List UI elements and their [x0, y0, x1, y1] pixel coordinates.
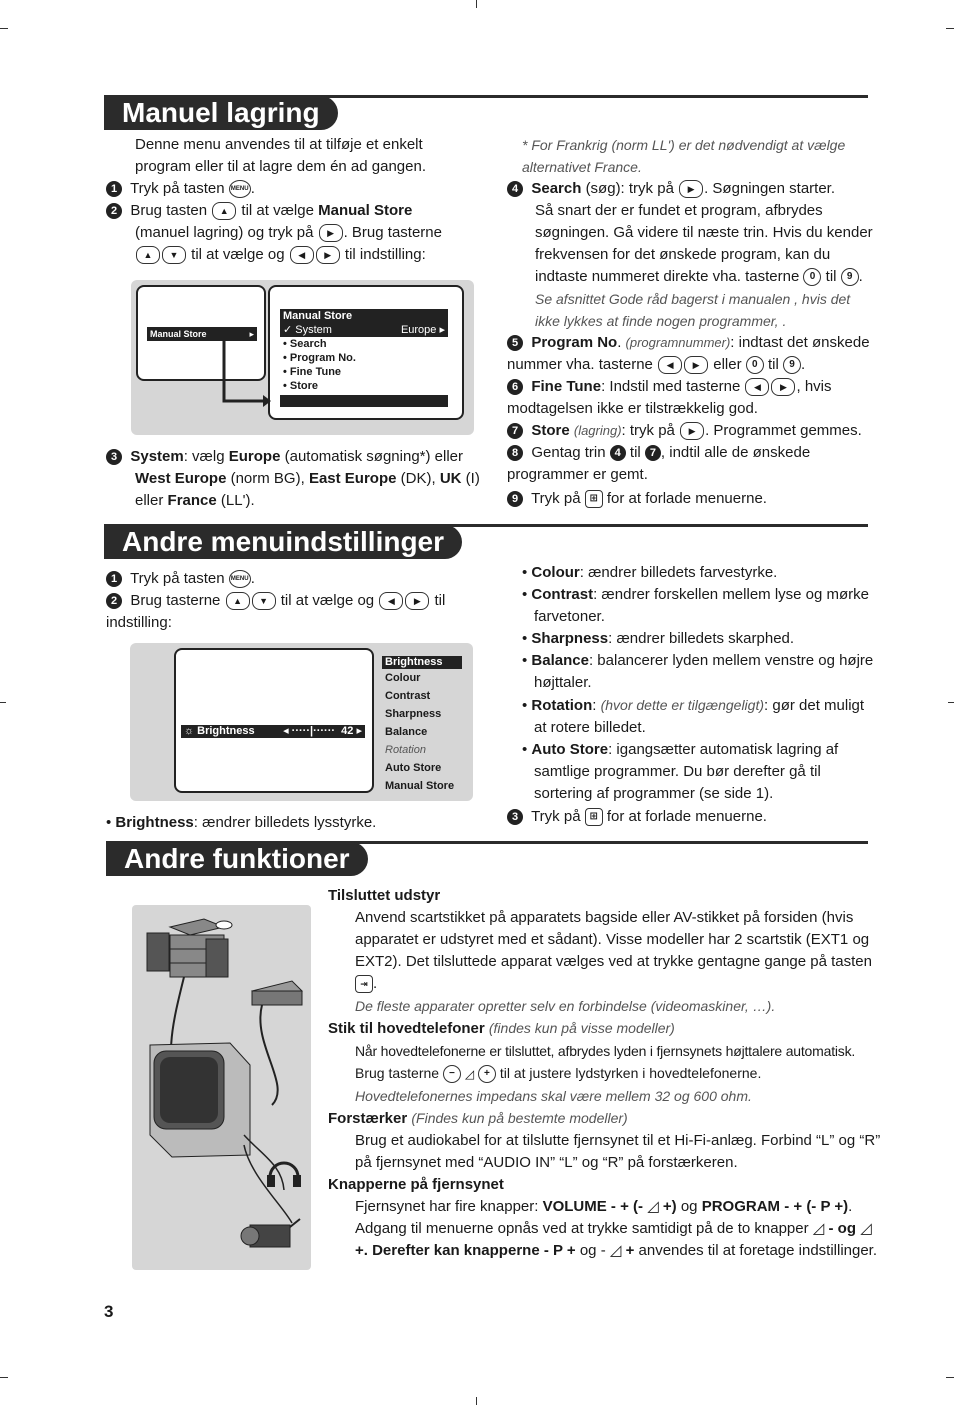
right-key-icon: ▶ — [771, 378, 795, 396]
step-ref-icon: 7 — [645, 445, 661, 461]
heading-knapperne: Knapperne på fjernsynet — [328, 1176, 504, 1193]
step-ref-icon: 4 — [610, 445, 626, 461]
menu-item: Contrast — [385, 690, 431, 702]
s1-step4: 4 Search (søg): tryk på ▶ . Søgningen starter. — [507, 178, 877, 200]
minus-key-icon: − — [443, 1065, 461, 1083]
heading-hovedtelefoner: Stik til hovedtelefoner — [328, 1020, 485, 1037]
menu-key-icon: MENU — [229, 570, 251, 588]
heading-forstaerker: Forstærker — [328, 1110, 408, 1127]
plus-key-icon: + — [478, 1065, 496, 1083]
menu-item-brightness: Brightness — [382, 656, 462, 669]
menu-item: Manual Store — [385, 780, 455, 792]
digit-key-icon: 0 — [746, 356, 764, 374]
list-item: • Sharpness: ændrer billedets skarphed. — [522, 630, 795, 647]
connector-arrow-icon — [131, 280, 474, 435]
list-item: • Contrast: ændrer forskellen mellem lyse og mørke farvetoner. — [522, 586, 870, 625]
list-item: • Colour: ændrer billedets farvestyrke. — [522, 564, 778, 581]
menu-item: Rotation — [385, 744, 426, 756]
s2-step2: 2 Brug tasterne ▲ ▼ til at vælge og ◀ ▶ til indstilling: — [106, 592, 446, 631]
menu-item: Auto Store — [385, 762, 442, 774]
s1-step3-cont: West Europe (norm BG), East Europe (DK), UK (I) eller France (LL'). — [135, 470, 480, 509]
s2-step3: 3 Tryk på ⊞ for at forlade menuerne. — [507, 806, 877, 828]
right-key-icon: ▶ — [679, 180, 703, 198]
s2-bullet-list — [522, 562, 877, 805]
s2-step1: 1 Tryk på tasten MENU . — [106, 568, 476, 590]
menu-title: Manual Store — [280, 309, 448, 323]
list-item: • Rotation: (hvor dette er tilgængeligt): gør det muligt at rotere billedet. — [522, 697, 865, 736]
menu-item: Colour — [385, 672, 421, 684]
right-key-icon: ▶ — [316, 246, 340, 264]
s3-text-block: Tilsluttet udstyr Anvend scartstikket på apparatets bagside eller AV-stikket på forsiden (hvis apparatet er udstyret med et sådant). Visse modeller har 2 scartstik (EXT1 og EXT2). Det tilsluttede apparat vælges ved at trykke gentagne gange på tasten ⇥ . De fleste apparater opretter selv en forbindelse (videomaskiner, …). Stik til hovedtelefoner (findes kun på visse modeller) Når hovedtelefonerne er tilsluttet, afbrydes lyden i fjernsynets højttalere automatisk. Brug tasterne − ◿ + til at justere lydstyrken i hovedtelefonerne. Hovedtelefonernes impedans skal være mellem 32 og 600 ohm. Forstærker (Findes kun på bestemte modeller) Brug et audiokabel for at tilslutte fjernsynet til et Hi-Fi-anlæg. Forbind “L” og “R” på fjernsynet med “AUDIO IN” “L” og “R” på forstærkeren. Knapperne på fjernsynet Fjernsynet har fire knapper: VOLUME - + (- ◿ +) og PROGRAM - + (- P +). Adgang til menuerne opnås ved at trykke samtidigt på de to knapper ◿ - og ◿ +. Derefter kan knapperne - P + og - ◿ + anvendes til at foretage indstillinger. — [328, 887, 881, 1259]
step-number-icon: 6 — [507, 379, 523, 395]
s1-step8: 8 Gentag trin 4 til 7 , indtil alle de ønskede programmer er gemt. — [507, 444, 811, 483]
down-key-icon: ▼ — [162, 246, 186, 264]
list-item: • Auto Store: igangsætter automatisk lagring af samtlige programmer. Du bør derefter gå til sortering af programmer (se side 1). — [522, 741, 839, 802]
exit-key-icon: ⊞ — [585, 490, 603, 508]
step-number-icon: 4 — [507, 181, 523, 197]
s1-step7: 7 Store (lagring): tryk på ▶ . Programmet gemmes. — [507, 420, 882, 442]
right-key-icon: ▶ — [684, 356, 708, 374]
digit-key-icon: 9 — [841, 268, 859, 286]
step-number-icon: 9 — [507, 491, 523, 507]
s1-step9: 9 Tryk på ⊞ for at forlade menuerne. — [507, 488, 882, 510]
right-key-icon: ▶ — [319, 224, 343, 242]
step-number-icon: 3 — [106, 449, 122, 465]
menu-key-icon: MENU — [229, 180, 251, 198]
step-number-icon: 2 — [106, 203, 122, 219]
list-item: • Balance: balancerer lyden mellem venstre og højre højttaler. — [522, 652, 874, 691]
left-key-icon: ◀ — [290, 246, 314, 264]
left-key-icon: ◀ — [658, 356, 682, 374]
s1-step2-cont2: ▲ ▼ til at vælge og ◀ ▶ til indstilling: — [135, 244, 475, 266]
left-key-icon: ◀ — [745, 378, 769, 396]
footnote-france: * For Frankrig (norm LL') er det nødvendigt at vælge alternativet France. — [522, 137, 846, 175]
brightness-icon: ☼ — [184, 725, 195, 737]
section-title-andre-menuindstillinger: Andre menuindstillinger — [104, 525, 462, 559]
step-number-icon: 2 — [106, 593, 122, 609]
section-title-andre-funktioner: Andre funktioner — [106, 842, 368, 876]
menu-item: Balance — [385, 726, 428, 738]
heading-tilsluttet-udstyr: Tilsluttet udstyr — [328, 887, 441, 904]
s1-step2-cont: (manuel lagring) og tryk på ▶ . Brug tasterne — [135, 224, 442, 241]
brightness-slider: ☼ Brightness ◂ ·····|······ 42 ▸ — [181, 725, 365, 738]
step-number-icon: 8 — [507, 445, 523, 461]
step-number-icon: 3 — [507, 809, 523, 825]
intro-text: Denne menu anvendes til at tilføje et enkelt program eller til at lagre dem én ad gangen. — [135, 136, 427, 175]
step-number-icon: 7 — [507, 423, 523, 439]
menu-diagram-picture-settings — [130, 643, 473, 801]
left-key-icon: ◀ — [379, 592, 403, 610]
s1-step4-note: Se afsnittet Gode råd bagerst i manualen , hvis det ikke lykkes at finde nogen programmer, . — [535, 291, 851, 329]
up-key-icon: ▲ — [136, 246, 160, 264]
up-key-icon: ▲ — [212, 202, 236, 220]
menu-item: • Program No. — [283, 352, 356, 364]
volume-icon: ◿ — [812, 1220, 825, 1237]
up-key-icon: ▲ — [226, 592, 250, 610]
s1-step5: 5 Program No. (programnummer): indtast det ønskede nummer vha. tasterne ◀ ▶ eller 0 til 9 . — [507, 334, 870, 373]
source-key-icon: ⇥ — [355, 975, 373, 993]
page-number: 3 — [104, 1302, 114, 1321]
right-key-icon: ▶ — [405, 592, 429, 610]
menu-item-system: ✓ System Europe ▸ — [280, 323, 448, 337]
s1-step4-cont: Så snart der er fundet et program, afbrydes søgningen. Gå videre til næste trin. Hvis du kender frekvensen for det ønskede program, kan du indtaste nummeret direkte vha. tasterne 0 til 9 . — [535, 202, 873, 285]
volume-icon: ◿ — [860, 1220, 872, 1237]
volume-icon: ◿ — [647, 1198, 659, 1215]
volume-icon: ◿ — [464, 1067, 475, 1081]
step-number-icon: 1 — [106, 571, 122, 587]
equipment-illustration — [132, 905, 311, 1270]
s1-step6: 6 Fine Tune: Indstil med tasterne ◀ ▶ , hvis modtagelsen ikke er tilstrækkelig god. — [507, 378, 832, 417]
right-key-icon: ▶ — [680, 422, 704, 440]
tv-screen-osd — [174, 648, 374, 793]
s1-step3: 3 System: vælg Europe (automatisk søgning*) eller — [106, 446, 476, 468]
menu-item: Sharpness — [385, 708, 442, 720]
brightness-desc: • Brightness: ændrer billedets lysstyrke. — [106, 814, 377, 831]
down-key-icon: ▼ — [252, 592, 276, 610]
digit-key-icon: 0 — [803, 268, 821, 286]
menu-item: • Search — [283, 338, 327, 350]
s1-step2: 2 Brug tasten ▲ til at vælge Manual Store — [106, 200, 476, 222]
menu-diagram-manual-store — [131, 280, 474, 435]
volume-icon: ◿ — [609, 1242, 622, 1259]
exit-key-icon: ⊞ — [585, 808, 603, 826]
menu-item-manual-store: Manual Store ▸ — [147, 327, 257, 341]
step-number-icon: 5 — [507, 335, 523, 351]
step-number-icon: 1 — [106, 181, 122, 197]
s1-step1: 1 Tryk på tasten MENU . — [106, 178, 476, 200]
section-title-manuel-lagring: Manuel lagring — [104, 96, 338, 130]
menu-item: • Store — [283, 380, 319, 392]
menu-item: • Fine Tune — [283, 366, 342, 378]
digit-key-icon: 9 — [783, 356, 801, 374]
